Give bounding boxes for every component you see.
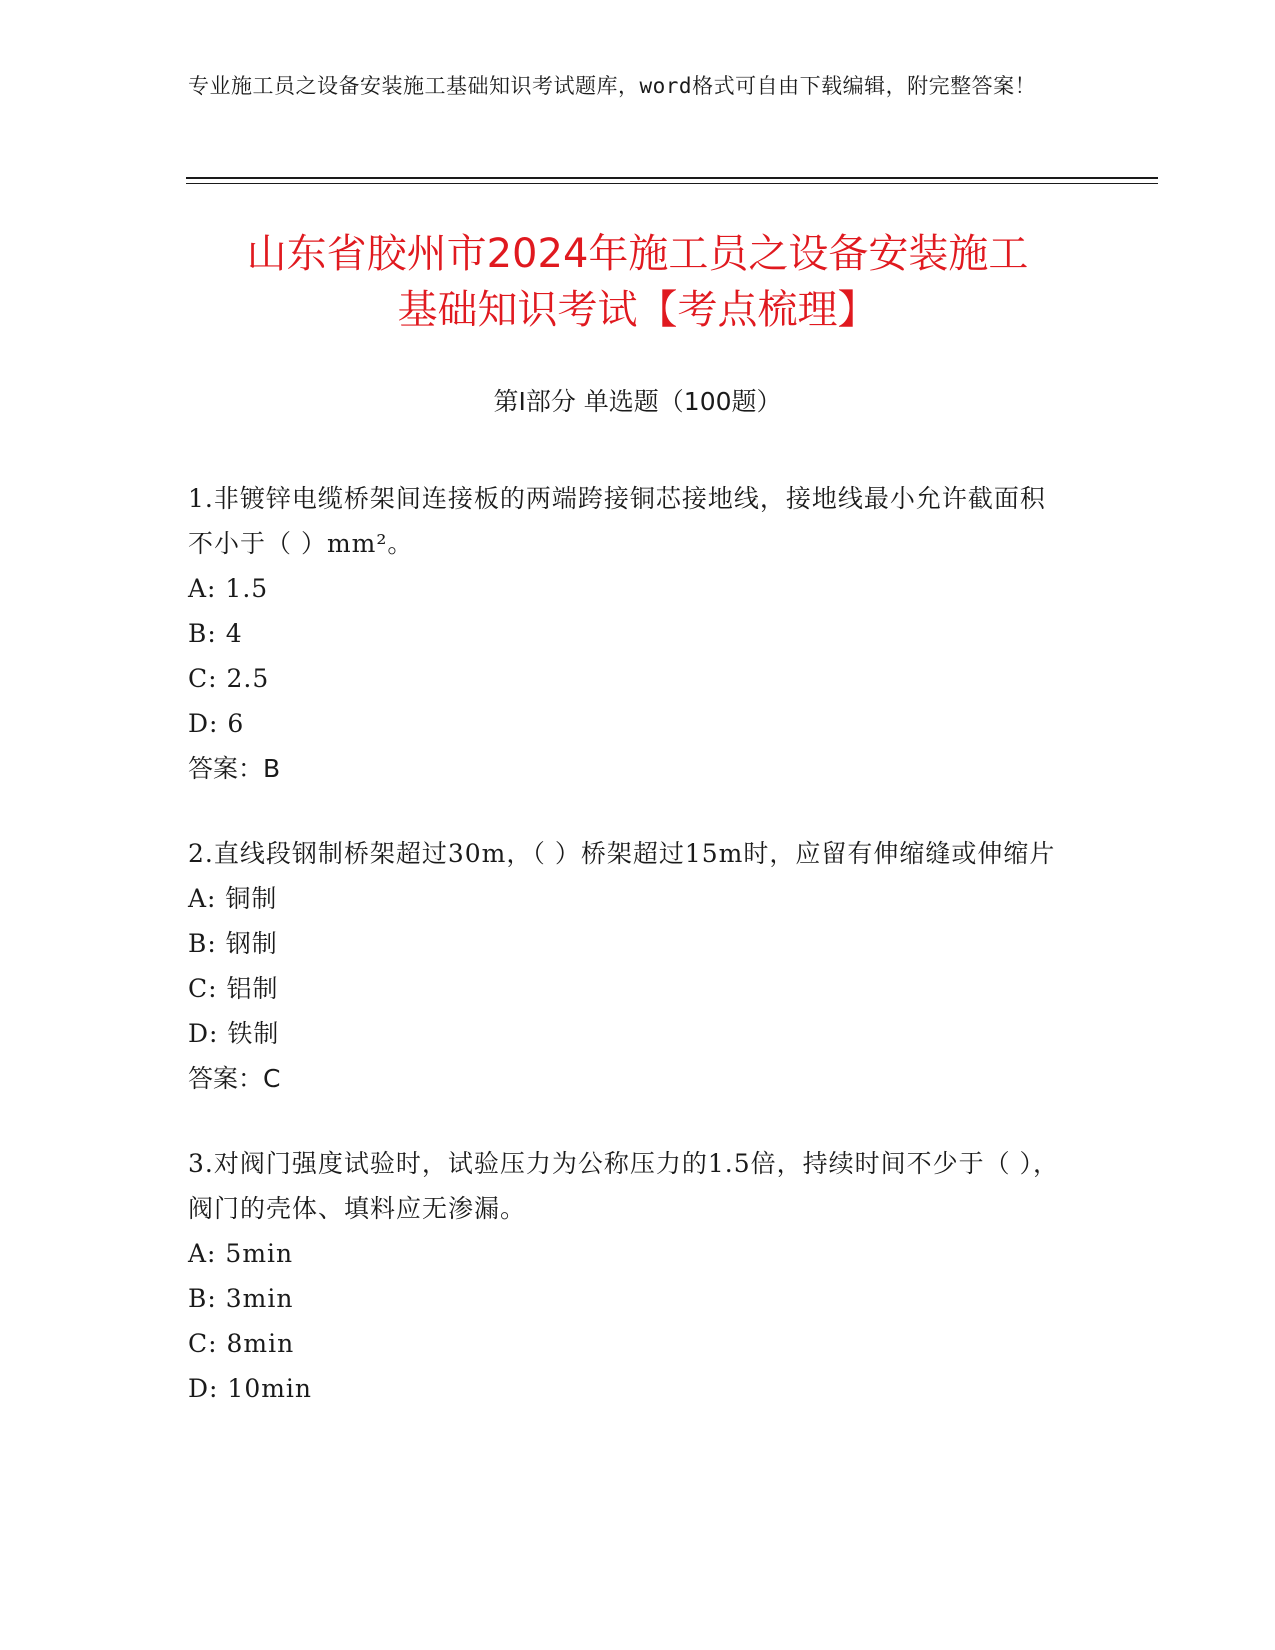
question-3 — [188, 1141, 1068, 1411]
option-d: D: 铁制 — [188, 1019, 280, 1048]
answer-line: 答案：C — [188, 1064, 281, 1093]
document-title-line-1: 山东省胶州市2024年施工员之设备安装施工 — [246, 231, 1029, 277]
question-stem: 1.非镀锌电缆桥架间连接板的两端跨接铜芯接地线，接地线最小允许截面积不小于（ ）mm²。 — [188, 484, 1046, 558]
document-title — [170, 226, 1105, 338]
question-stem: 3.对阀门强度试验时，试验压力为公称压力的1.5倍，持续时间不少于（ ），阀门的壳体、填料应无渗漏。 — [188, 1149, 1060, 1223]
header-divider-thick — [186, 177, 1158, 179]
section-heading: 第I部分 单选题（100题） — [493, 387, 782, 416]
option-b: B: 3min — [188, 1284, 294, 1313]
option-d: D: 10min — [188, 1374, 313, 1403]
question-1 — [188, 476, 1068, 791]
option-a: A: 1.5 — [188, 574, 269, 603]
header-divider-thin — [186, 183, 1158, 184]
header-note: 专业施工员之设备安装施工基础知识考试题库，word格式可自由下载编辑，附完整答案！ — [188, 74, 1037, 98]
question-stem: 2.直线段钢制桥架超过30m，（ ）桥架超过15m时，应留有伸缩缝或伸缩片 — [188, 839, 1056, 868]
question-list — [188, 476, 1068, 1451]
option-d: D: 6 — [188, 709, 245, 738]
option-b: B: 4 — [188, 619, 243, 648]
document-title-line-2: 基础知识考试【考点梳理】 — [397, 287, 878, 333]
option-a: A: 5min — [188, 1239, 294, 1268]
option-c: C: 8min — [188, 1329, 295, 1358]
answer-line: 答案：B — [188, 754, 281, 783]
option-b: B: 钢制 — [188, 929, 278, 958]
option-c: C: 2.5 — [188, 664, 270, 693]
question-2 — [188, 831, 1068, 1101]
option-c: C: 铝制 — [188, 974, 279, 1003]
option-a: A: 铜制 — [188, 884, 278, 913]
